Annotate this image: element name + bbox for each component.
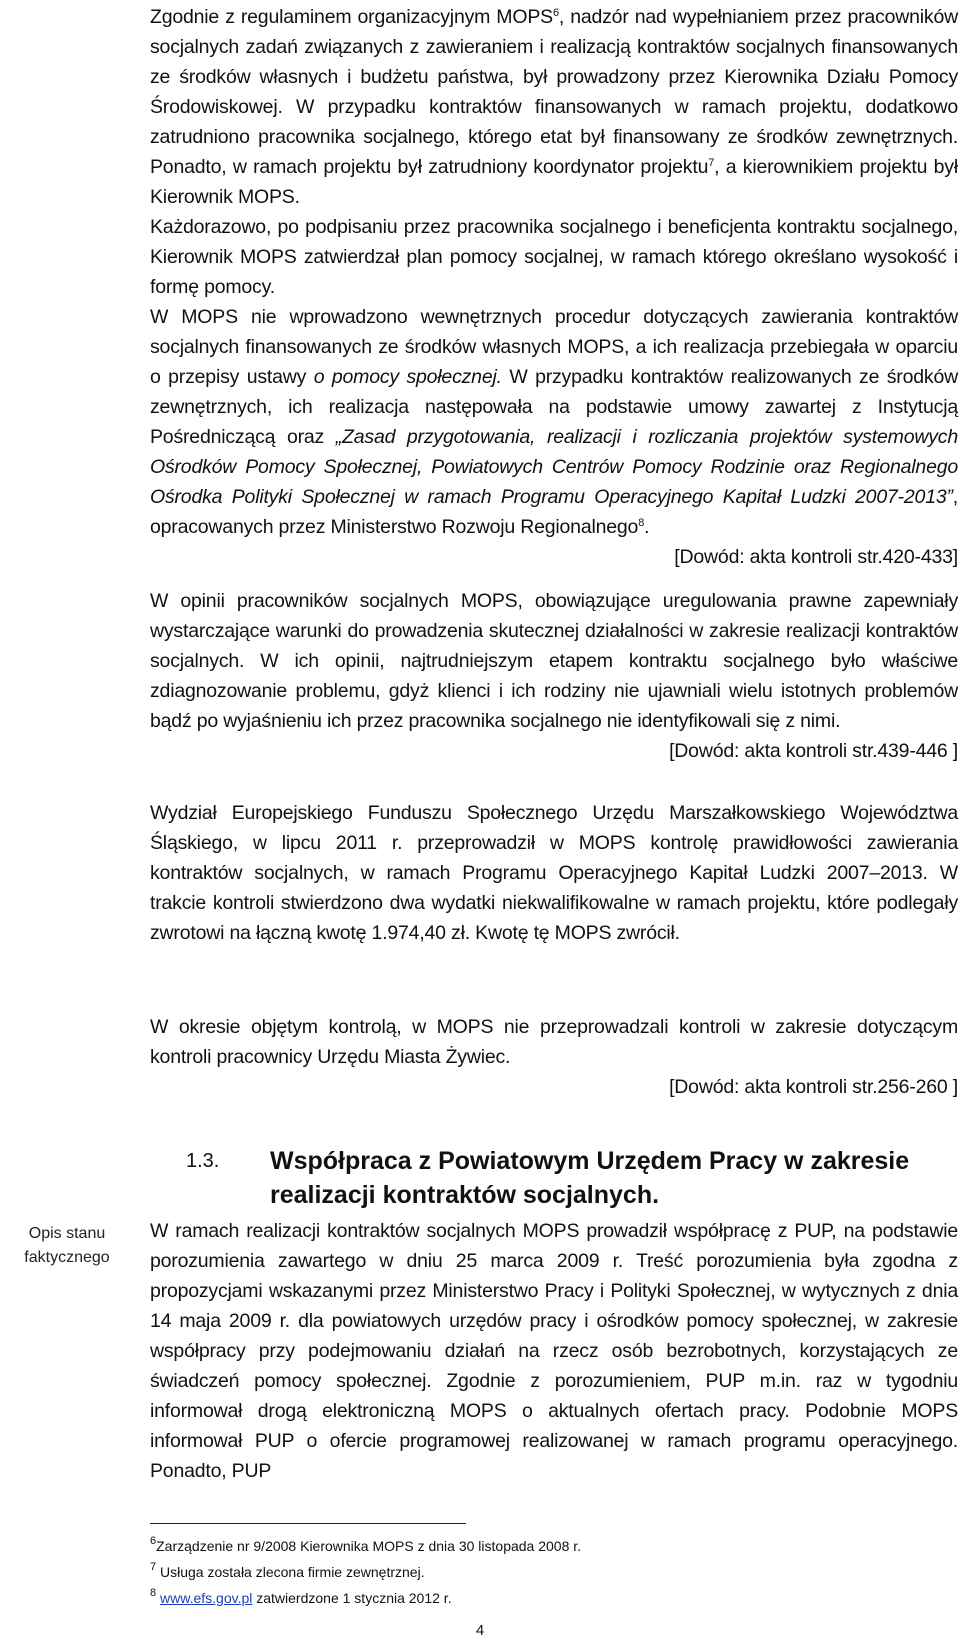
main-text-block [150,586,958,766]
page-number: 4 [475,1622,485,1639]
efs-link[interactable]: www.efs.gov.pl [160,1590,253,1606]
footnote-ref[interactable]: 6 [552,7,559,19]
paragraph-procedures [150,302,958,542]
section-number: 1.3. [186,1150,220,1172]
paragraph-efs-audit: Wydział Europejskiego Funduszu Społecznego Urzędu Marszałkowskiego Województwa Śląskiego, w lipcu 2011 r. przeprowadził w MOPS kontrolę prawidłowości zawierania kontraktów socjalnych, w ramach Programu Operacyjnego Kapitał Ludzki 2007–2013. W trakcie kontroli stwierdzono dwa wydatki niekwalifikowalne w ramach projektu, które podlegały zwrotowi na łączną kwotę 1.974,40 zł. Kwotę tę MOPS zwrócił. [150,802,958,944]
text-span: , nadzór nad wypełnianiem przez pracowników socjalnych zadań związanych z zawieraniem i realizacją kontraktów socjalnych finansowanych ze środków własnych i budżetu państwa, był prowadzony przez Kierownika Działu Pomocy Środowiskowej. W przypadku kontraktów finansowanych w ramach projektu, dodatkowo zatrudniono pracownika socjalnego, którego etat był finansowany ze środków zewnętrznych. Ponadto, w ramach projektu był zatrudniony koordynator projektu [150,6,958,178]
footnote-ref[interactable]: 7 [708,157,715,169]
footnote-text: Zarządzenie nr 9/2008 Kierownika MOPS z dnia 30 listopada 2008 r. [156,1538,582,1554]
italic-text: „Zasad przygotowania, realizacji i rozliczania projektów systemowych Ośrodków Pomocy Społecznej, Powiatowych Centrów Pomocy Rodzinie oraz Regionalnego Ośrodka Polityki Społecznej w ramach Programu Operacyjnego Kapitał Ludzki 2007-2013” [150,426,958,508]
main-text-block [150,2,958,572]
footnote-number: 6 [150,1535,157,1547]
paragraph-pup-cooperation: W ramach realizacji kontraktów socjalnych MOPS prowadził współpracę z PUP, na podstawie porozumienia zawartego w dniu 25 marca 2009 r. Treść porozumienia była zgodna z propozycjami wskazanymi przez Ministerstwo Pracy i Polityki Społecznej, w wytycznych z dnia 14 maja 2009 r. dla powiatowych urzędów pracy i ośrodków pomocy społecznej, w zakresie współpracy przy podejmowaniu działań na rzecz osób bezrobotnych, korzystających ze świadczeń pomocy społecznej. Zgodnie z porozumieniem, PUP m.in. raz w tygodniu informował drogą elektroniczną MOPS o aktualnych ofertach pracy. Podobnie MOPS informował PUP o ofercie programowej realizowanej w ramach programu operacyjnego. Ponadto, PUP [150,1220,958,1482]
evidence-reference: [Dowód: akta kontroli str.439-446 ] [669,740,958,762]
main-text-block [150,1012,958,1102]
footnote-6 [150,1533,850,1559]
text-span: . [644,516,650,538]
footnote-ref[interactable]: 8 [638,517,645,529]
text-span: , a kierownikiem projektu był Kierownik MOPS. [150,156,958,208]
evidence-reference: [Dowód: akta kontroli str.256-260 ] [669,1076,958,1098]
section-title: Współpraca z Powiatowym Urzędem Pracy w zakresie realizacji kontraktów socjalnych. [270,1147,910,1209]
footnote-8 [150,1585,850,1611]
paragraph-city-control: W okresie objętym kontrolą, w MOPS nie przeprowadzali kontroli w zakresie dotyczącym kontroli pracownicy Urzędu Miasta Żywiec. [150,1016,958,1068]
paragraph-plan-approval: Każdorazowo, po podpisaniu przez pracownika socjalnego i beneficjenta kontraktu socjalnego, Kierownik MOPS zatwierdzał plan pomocy socjalnej, w ramach którego określano wysokość i formę pomocy. [150,216,958,298]
footnote-text: zatwierdzone 1 stycznia 2012 r. [252,1590,452,1606]
main-text-block [150,798,958,948]
text-span: , opracowanych przez Ministerstwo Rozwoju Regionalnego [150,486,958,538]
footnote-7 [150,1559,850,1585]
footnote-number: 8 [150,1587,157,1599]
evidence-reference: [Dowód: akta kontroli str.420-433] [674,546,958,568]
footnote-number: 7 [150,1561,157,1573]
footnote-text: Usługa została zlecona firmie zewnętrznej. [156,1564,425,1580]
paragraph-supervision [150,2,958,212]
text-span: W MOPS nie wprowadzono wewnętrznych procedur dotyczących zawierania kontraktów socjalnych finansowanych ze środków własnych MOPS, a ich realizacja przebiegała w oparciu o przepisy ustawy [150,306,958,388]
paragraph-opinion: W opinii pracowników socjalnych MOPS, obowiązujące uregulowania prawne zapewniały wystarczające warunki do prowadzenia skutecznej działalności w zakresie realizacji kontraktów socjalnych. W ich opinii, najtrudniejszym etapem kontraktu socjalnego było właściwe zdiagnozowanie problemu, gdyż klienci i ich rodziny nie ujawniali wielu istotnych problemów bądź po wyjaśnieniu ich przez pracownika socjalnego nie identyfikowali się z nimi. [150,590,958,732]
footnote-separator [150,1523,466,1524]
italic-text: o pomocy społecznej. [313,366,502,388]
margin-label: Opis stanu faktycznego [24,1225,110,1266]
main-text-block [150,1216,958,1486]
text-span: Zgodnie z regulaminem organizacyjnym MOPS [150,6,553,28]
footnotes [150,1533,850,1611]
text-span: W przypadku kontraktów realizowanych ze środków zewnętrznych, ich realizacja następowała na podstawie umowy zawartej z Instytucją Pośredniczącą oraz [150,366,958,448]
